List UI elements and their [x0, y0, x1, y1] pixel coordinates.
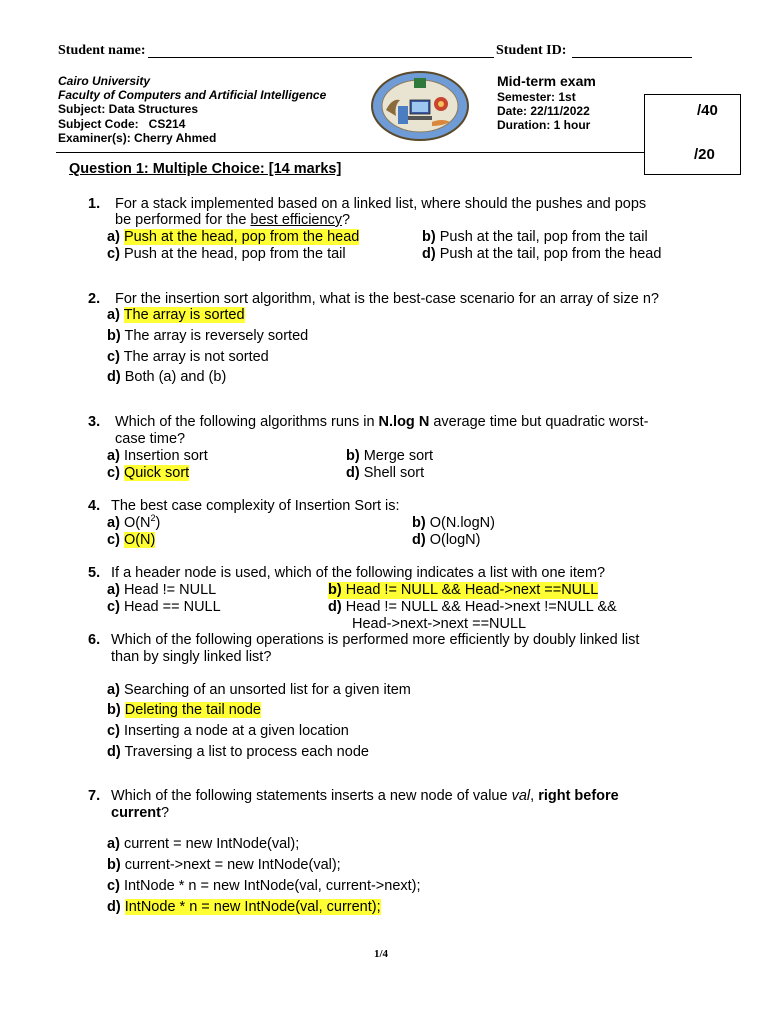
- option-b[interactable]: b) Merge sort: [346, 448, 434, 464]
- option-a[interactable]: a) $O(N^2)$: [107, 513, 161, 531]
- question-text: If a header node is used, which of the following indicates a list with one item?: [111, 565, 606, 581]
- exam-duration: Duration: 1 hour: [497, 118, 591, 132]
- option-a[interactable]: a) Searching of an unsorted list for a given item: [107, 682, 411, 698]
- exam-title: Mid-term exam: [497, 73, 596, 89]
- option-b[interactable]: b) The array is reversely sorted: [107, 328, 309, 344]
- option-b[interactable]: b) current->next = new IntNode(val);: [107, 857, 341, 873]
- question-text: than by singly linked list?: [111, 649, 272, 665]
- examiner: Examiner(s): Cherry Ahmed: [58, 131, 217, 145]
- highlighted-answer: The array is sorted: [123, 307, 245, 323]
- faculty-name: Faculty of Computers and Artificial Intelligence: [58, 88, 327, 102]
- option-b[interactable]: b) O(N.logN): [412, 515, 495, 531]
- question-text: Which of the following algorithms runs in N.log N average time but quadratic worst-: [115, 414, 649, 430]
- question-text: The best case complexity of Insertion Sort is:: [111, 498, 400, 514]
- highlighted-answer: Deleting the tail node: [124, 702, 261, 718]
- student-name-field[interactable]: [148, 57, 494, 58]
- student-name-label: Student name:: [58, 43, 146, 58]
- section-title: Question 1: Multiple Choice: [14 marks]: [69, 161, 342, 177]
- option-d[interactable]: d) O(logN): [412, 532, 481, 548]
- highlighted-answer: Push at the head, pop from the head: [123, 229, 360, 245]
- subject-code: Subject Code: CS214: [58, 117, 186, 131]
- question-number: 3.: [88, 414, 101, 430]
- option-a[interactable]: a) Head != NULL: [107, 582, 217, 598]
- option-a[interactable]: a) The array is sorted: [107, 307, 245, 323]
- score-scaled: /20: [694, 146, 715, 163]
- student-id-field[interactable]: [572, 57, 692, 58]
- option-c[interactable]: c) IntNode * n = new IntNode(val, current->next);: [107, 878, 421, 894]
- option-a[interactable]: a) current = new IntNode(val);: [107, 836, 300, 852]
- student-id-label: Student ID:: [496, 43, 567, 58]
- question-text: Which of the following statements inserts a new node of value val, right before: [111, 788, 619, 804]
- exam-date: Date: 22/11/2022: [497, 104, 590, 118]
- option-d[interactable]: d) Both (a) and (b): [107, 369, 227, 385]
- question-text: For a stack implemented based on a linked list, where should the pushes and pops: [115, 196, 647, 212]
- option-a[interactable]: a) Push at the head, pop from the head: [107, 229, 360, 245]
- option-c[interactable]: c) Inserting a node at a given location: [107, 723, 349, 739]
- highlighted-answer: Head != NULL && Head->next ==NULL: [345, 582, 599, 598]
- question-text: Which of the following operations is performed more efficiently by doubly linked list: [111, 632, 640, 648]
- option-c[interactable]: c) Head == NULL: [107, 599, 221, 615]
- option-b[interactable]: b) Push at the tail, pop from the tail: [422, 229, 648, 245]
- option-c[interactable]: c) Push at the head, pop from the tail: [107, 246, 346, 262]
- question-text: be performed for the best efficiency?: [115, 212, 351, 228]
- question-number: 7.: [88, 788, 101, 804]
- university-logo: [370, 70, 470, 142]
- option-d[interactable]: d) Push at the tail, pop from the head: [422, 246, 662, 262]
- university-name: Cairo University: [58, 74, 151, 88]
- option-d[interactable]: d) Head != NULL && Head->next !=NULL &&: [328, 599, 617, 615]
- option-c[interactable]: c) O(N): [107, 532, 156, 548]
- option-b[interactable]: b) Deleting the tail node: [107, 702, 261, 718]
- header-divider: [56, 152, 644, 153]
- option-d[interactable]: d) Shell sort: [346, 465, 425, 481]
- highlighted-answer: Quick sort: [123, 465, 190, 481]
- highlighted-answer: O(N): [123, 532, 156, 548]
- option-d[interactable]: d) IntNode * n = new IntNode(val, current);: [107, 899, 381, 915]
- question-text: case time?: [115, 431, 186, 447]
- subject: Subject: Data Structures: [58, 102, 199, 116]
- option-c[interactable]: c) Quick sort: [107, 465, 190, 481]
- score-box: [644, 94, 741, 175]
- question-number: 2.: [88, 291, 101, 307]
- question-text: current?: [111, 805, 170, 821]
- option-b[interactable]: b) Head != NULL && Head->next ==NULL: [328, 582, 599, 598]
- question-text: For the insertion sort algorithm, what is the best-case scenario for an array of size n?: [115, 291, 659, 307]
- score-total: /40: [697, 102, 718, 119]
- option-d[interactable]: d) Traversing a list to process each node: [107, 744, 369, 760]
- option-a[interactable]: a) Insertion sort: [107, 448, 208, 464]
- question-number: 5.: [88, 565, 101, 581]
- page-number: 1/4: [374, 948, 389, 960]
- question-number: 1.: [88, 196, 101, 212]
- option-c[interactable]: c) The array is not sorted: [107, 349, 269, 365]
- question-number: 6.: [88, 632, 101, 648]
- highlighted-answer: IntNode * n = new IntNode(val, current);: [124, 899, 381, 915]
- option-d-continuation: Head->next->next ==NULL: [352, 616, 527, 632]
- question-number: 4.: [88, 498, 101, 514]
- semester: Semester: 1st: [497, 90, 576, 104]
